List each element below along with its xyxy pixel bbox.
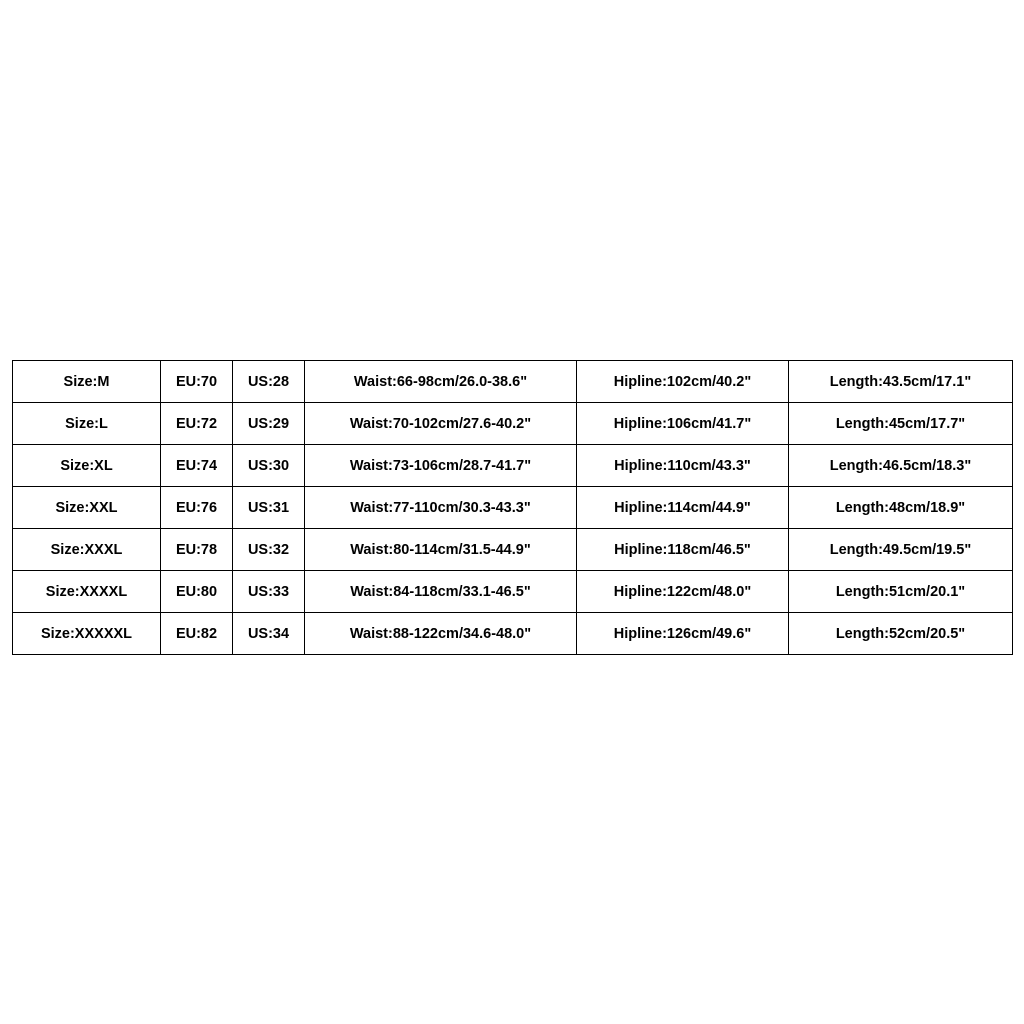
cell-waist: Waist:88-122cm/34.6-48.0" [305, 613, 577, 655]
cell-length: Length:46.5cm/18.3" [789, 445, 1013, 487]
cell-hipline: Hipline:122cm/48.0" [577, 571, 789, 613]
cell-size: Size:XXL [13, 487, 161, 529]
size-table [12, 360, 1013, 655]
cell-size: Size:L [13, 403, 161, 445]
cell-length: Length:45cm/17.7" [789, 403, 1013, 445]
cell-hipline: Hipline:126cm/49.6" [577, 613, 789, 655]
cell-us: US:33 [233, 571, 305, 613]
cell-us: US:30 [233, 445, 305, 487]
cell-eu: EU:80 [161, 571, 233, 613]
cell-waist: Waist:80-114cm/31.5-44.9" [305, 529, 577, 571]
cell-eu: EU:78 [161, 529, 233, 571]
cell-hipline: Hipline:106cm/41.7" [577, 403, 789, 445]
table-row [13, 613, 1013, 655]
table-row [13, 445, 1013, 487]
table-row [13, 361, 1013, 403]
cell-us: US:28 [233, 361, 305, 403]
table-row [13, 571, 1013, 613]
cell-length: Length:48cm/18.9" [789, 487, 1013, 529]
cell-size: Size:XXXXL [13, 571, 161, 613]
cell-waist: Waist:73-106cm/28.7-41.7" [305, 445, 577, 487]
cell-waist: Waist:77-110cm/30.3-43.3" [305, 487, 577, 529]
table-row [13, 529, 1013, 571]
cell-eu: EU:76 [161, 487, 233, 529]
cell-us: US:29 [233, 403, 305, 445]
cell-length: Length:52cm/20.5" [789, 613, 1013, 655]
size-chart [12, 360, 1012, 655]
cell-us: US:31 [233, 487, 305, 529]
cell-hipline: Hipline:110cm/43.3" [577, 445, 789, 487]
cell-eu: EU:82 [161, 613, 233, 655]
cell-eu: EU:74 [161, 445, 233, 487]
cell-size: Size:XXXXXL [13, 613, 161, 655]
cell-size: Size:XXXL [13, 529, 161, 571]
table-row [13, 487, 1013, 529]
cell-hipline: Hipline:102cm/40.2" [577, 361, 789, 403]
cell-length: Length:49.5cm/19.5" [789, 529, 1013, 571]
cell-length: Length:43.5cm/17.1" [789, 361, 1013, 403]
cell-eu: EU:70 [161, 361, 233, 403]
cell-waist: Waist:70-102cm/27.6-40.2" [305, 403, 577, 445]
table-row [13, 403, 1013, 445]
cell-length: Length:51cm/20.1" [789, 571, 1013, 613]
cell-size: Size:M [13, 361, 161, 403]
cell-eu: EU:72 [161, 403, 233, 445]
cell-hipline: Hipline:114cm/44.9" [577, 487, 789, 529]
cell-waist: Waist:66-98cm/26.0-38.6" [305, 361, 577, 403]
cell-us: US:32 [233, 529, 305, 571]
cell-waist: Waist:84-118cm/33.1-46.5" [305, 571, 577, 613]
cell-size: Size:XL [13, 445, 161, 487]
cell-hipline: Hipline:118cm/46.5" [577, 529, 789, 571]
cell-us: US:34 [233, 613, 305, 655]
